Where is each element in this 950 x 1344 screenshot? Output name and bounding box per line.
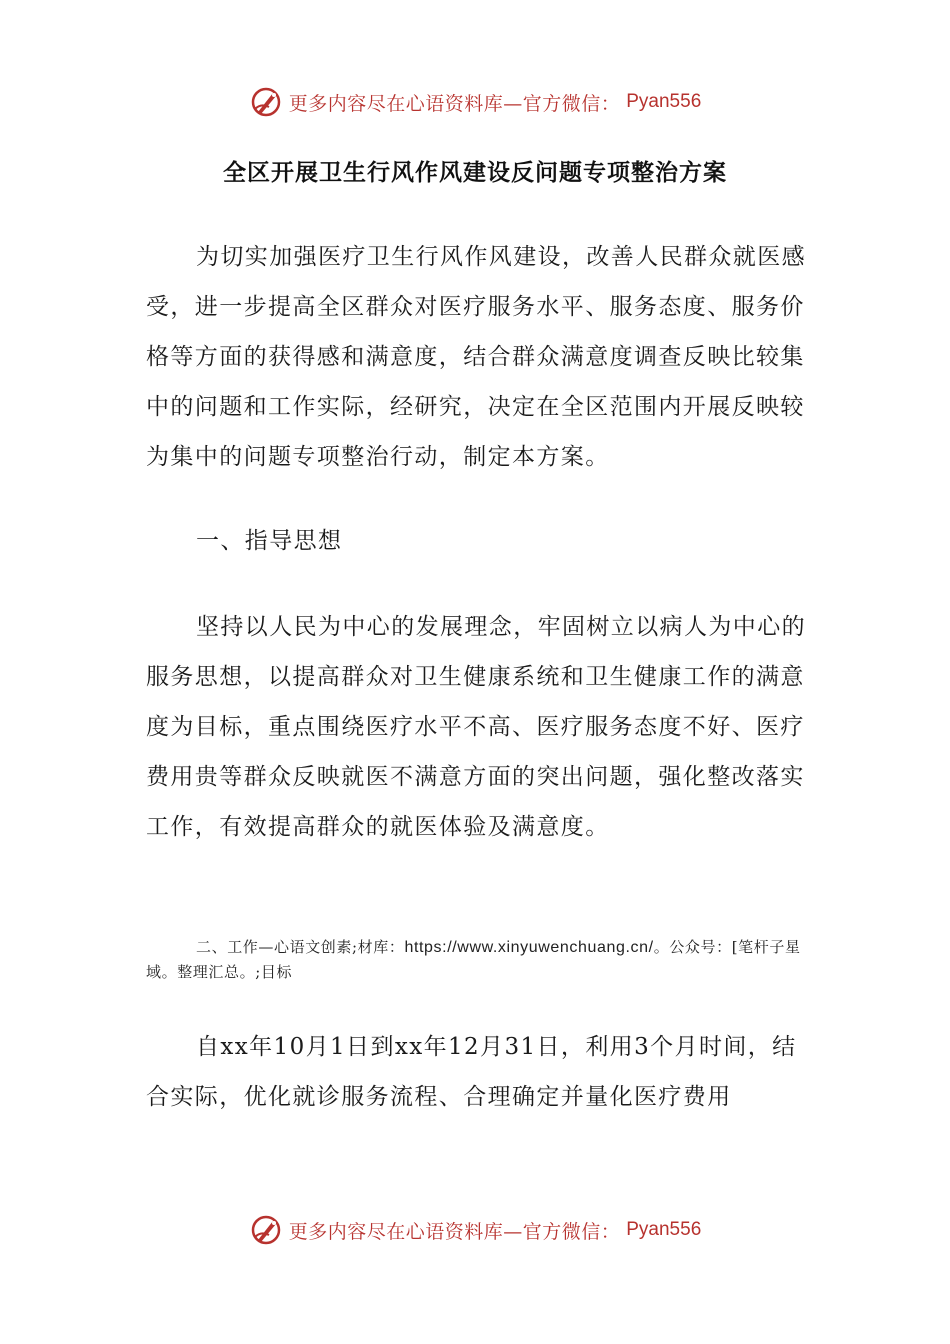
banner-text: 更多内容尽在心语资料库—官方微信：	[288, 1220, 621, 1243]
section2-body	[146, 1022, 806, 1122]
header-banner	[0, 82, 950, 122]
footer-banner	[0, 1210, 950, 1250]
banner-wechat-id: Pyan556	[626, 91, 702, 112]
intro-paragraph: 为切实加强医疗卫生行风作风建设，改善人民群众就医感受，进一步提高全区群众对医疗服务水平、服务态度、服务价格等方面的获得感和满意度，结合群众满意度调查反映比较集中的问题和工作实际，经研究，决定在全区范围内开展反映较为集中的问题专项整治行动，制定本方案。	[146, 244, 806, 470]
section2-heading-prefix: 二、工作—心语文创素;材库：	[196, 938, 405, 956]
section2-heading-suffix: 。公众号：[笔杆子星域。整理汇总。;目标	[146, 938, 801, 981]
section2-heading	[146, 935, 806, 985]
section1	[146, 516, 806, 566]
document-title: 全区开展卫生行风作风建设反问题专项整治方案	[223, 160, 727, 186]
pen-nib-logo-icon	[249, 1213, 283, 1247]
pen-nib-logo-icon	[249, 85, 283, 119]
intro-section	[146, 232, 806, 482]
section1-body	[146, 602, 806, 852]
section1-heading: 一、指导思想	[196, 528, 343, 554]
section2-paragraph: 自xx年10月1日到xx年12月31日，利用3个月时间，结合实际，优化就诊服务流程、合理确定并量化医疗费用	[146, 1034, 797, 1110]
section2-heading-url: https://www.xinyuwenchuang.cn/	[404, 939, 654, 956]
banner-text: 更多内容尽在心语资料库—官方微信：	[288, 92, 621, 115]
section2	[146, 935, 806, 985]
banner-wechat-id: Pyan556	[626, 1219, 702, 1240]
section1-paragraph: 坚持以人民为中心的发展理念，牢固树立以病人为中心的服务思想，以提高群众对卫生健康系统和卫生健康工作的满意度为目标，重点围绕医疗水平不高、医疗服务态度不好、医疗费用贵等群众反映就医不满意方面的突出问题，强化整改落实工作，有效提高群众的就医体验及满意度。	[146, 614, 806, 840]
